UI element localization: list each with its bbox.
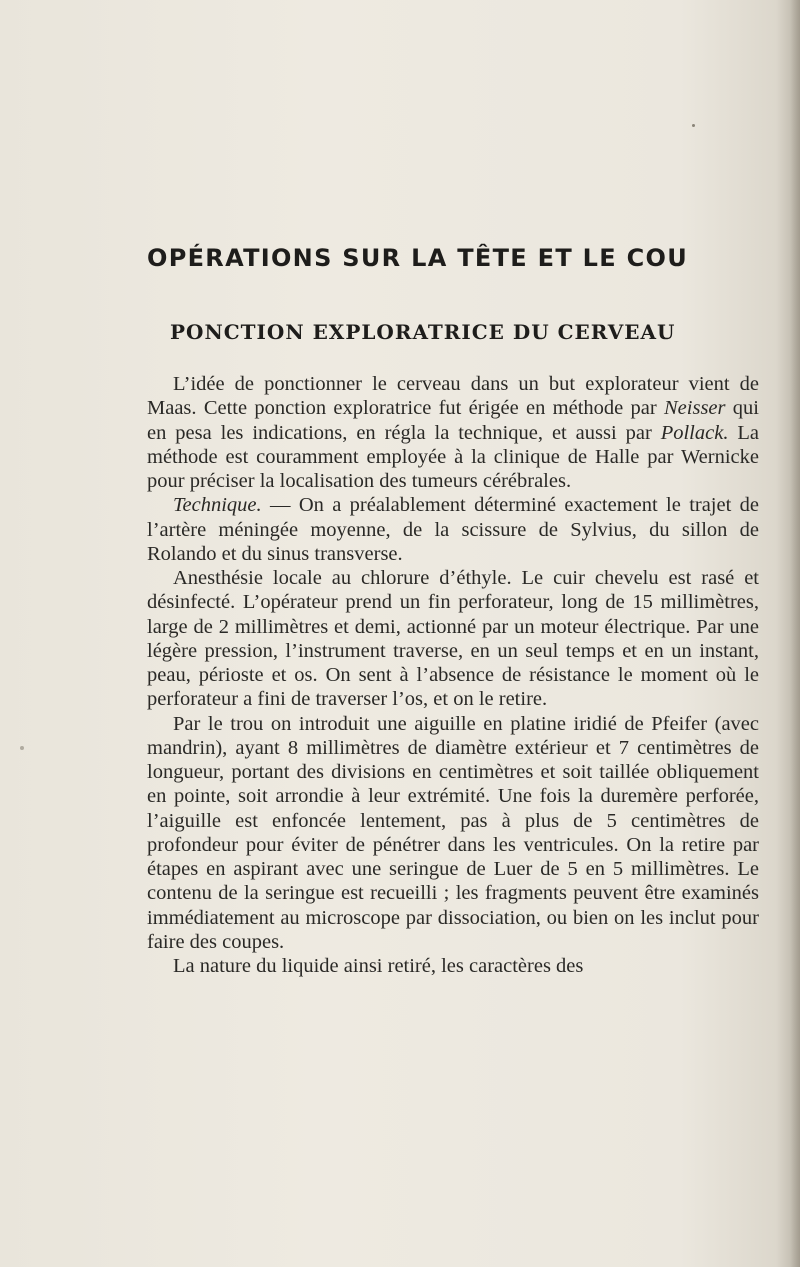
paragraph-technique	[147, 493, 759, 566]
author-name-neisser: Neisser	[664, 397, 726, 420]
page-edge-shadow	[790, 0, 800, 1267]
text-segment: Par le trou on introduit une aiguille en platine iridié de Pfeifer (avec mandrin), ayant 8 millimètres de diamètre extérieur et 7 centimètres de longueur, portant des divisions en centimètres et soit taillée obliquement en pointe, soit arrondie à leur extrémité. Une fois la duremère perforée, l’aiguille est enfoncée lentement, pas à plus de 5 centimètres de profondeur pour éviter de pénétrer dans les ventricules. On la retire par étapes en aspirant avec une seringue de Luer de 5 en 5 millimètres. Le contenu de la seringue est recueilli ; les fragments peuvent être examinés immédiatement au microscope par dissociation, ou bien on les inclut pour faire des coupes.	[147, 712, 759, 953]
text-segment: La nature du liquide ainsi retiré, les caractères des	[173, 955, 584, 977]
paper-speck	[692, 124, 695, 127]
paragraph-anesthesia	[147, 566, 759, 712]
text-segment: Anesthésie locale au chlorure d’éthyle. Le cuir chevelu est rasé et désinfecté. L’opérateur prend un fin perforateur, long de 15 millimètres, large de 2 millimètres et demi, actionné par un moteur électrique. Par une légère pression, l’instrument traverse, en un seul temps et en un instant, peau, périoste et os. On sent à l’absence de résistance le moment où le perforateur a fini de traverser l’os, et on le retire.	[147, 567, 759, 711]
text-segment: L’idée de ponctionner le cerveau dans un but explorateur vient de Maas. Cette ponction exploratrice fut érigée en méthode par	[147, 373, 759, 420]
text-segment: — On a préalablement déterminé exactement le trajet de l’artère méningée moyenne, de la scissure de Sylvius, du sillon de Rolando et du sinus transverse.	[147, 494, 759, 565]
text-segment: La méthode est couramment employée à la clinique de Halle par Wernicke pour préciser la localisation des tumeurs cérébrales.	[147, 421, 759, 492]
paragraph-liquid	[147, 954, 759, 978]
paper-speck	[20, 746, 24, 750]
chapter-title: OPÉRATIONS SUR LA TÊTE ET LE COU	[147, 244, 688, 272]
body-text	[147, 372, 759, 978]
paragraph-introduction	[147, 372, 759, 493]
author-name-pollack: Pollack.	[660, 421, 729, 444]
section-title: PONCTION EXPLORATRICE DU CERVEAU	[170, 320, 676, 344]
paragraph-needle	[147, 712, 759, 955]
technique-heading: Technique.	[173, 494, 262, 517]
text-segment: qui en pesa les indications, en régla la technique, et aussi par	[147, 397, 759, 444]
